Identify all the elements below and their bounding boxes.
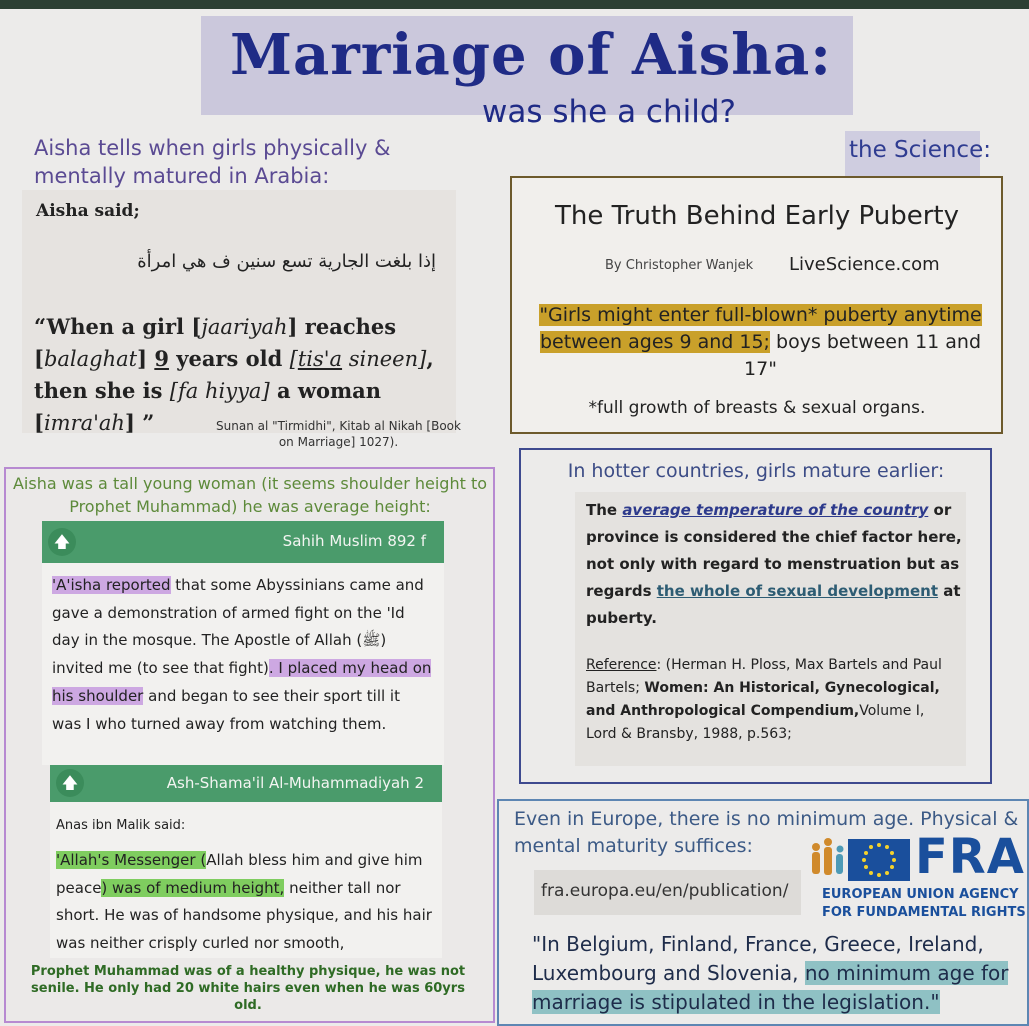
hot-countries-heading: In hotter countries, girls mature earlier: bbox=[567, 460, 945, 482]
puberty-quote: "Girls might enter full-blown* puberty anytime between ages 9 and 15; boys between 11 and 17" bbox=[539, 304, 982, 380]
fra-url: fra.europa.eu/en/publication/ bbox=[541, 881, 789, 901]
tirmidhi-quote: “When a girl [jaariyah] reaches [balaghat] 9 years old [tis'a sineen], then she is [fa hiyya] a woman [imra'ah] ” bbox=[34, 314, 434, 435]
top-border bbox=[0, 0, 1029, 9]
puberty-site: LiveScience.com bbox=[789, 254, 940, 275]
maturity-heading: Aisha tells when girls physically & mentally matured in Arabia: bbox=[34, 136, 391, 188]
ploss-quote: The average temperature of the country or province is considered the chief factor here, not only with regard to menstruation but as regards the whole of sexual development at puberty. bbox=[586, 501, 962, 627]
sahih-muslim-header bbox=[42, 521, 444, 563]
sahih-muslim-label: Sahih Muslim 892 f bbox=[282, 532, 426, 550]
people-figures-icon bbox=[812, 838, 844, 875]
arabic-quote: إذا بلغت الجارية تسع سنين ف هي امرأة bbox=[137, 251, 436, 272]
average-temperature-link: average temperature of the country bbox=[622, 501, 929, 519]
puberty-byline: By Christopher Wanjek bbox=[605, 258, 754, 273]
shamail-text: 'Allah's Messenger (Allah bless him and give him peace) was of medium height, neither tall nor short. He was of handsome physique, and his hair was neither crisply curled nor smooth, bbox=[56, 851, 432, 953]
science-tag: the Science: bbox=[845, 131, 980, 176]
fra-agency-name: EUROPEAN UNION AGENCY FOR FUNDAMENTAL RIGHTS bbox=[822, 887, 1026, 920]
tall-heading: Aisha was a tall young woman (it seems shoulder height to Prophet Muhammad) he was average height: bbox=[12, 474, 488, 516]
puberty-article-title: The Truth Behind Early Puberty bbox=[555, 201, 959, 231]
healthy-physique-note: Prophet Muhammad was of a healthy physique, he was not senile. He only had 20 white hairs even when he was 60yrs old. bbox=[30, 964, 466, 1013]
puberty-footnote: *full growth of breasts & sexual organs. bbox=[588, 398, 926, 418]
fra-quote: "In Belgium, Finland, France, Greece, Ireland, Luxembourg and Slovenia, no minimum age for marriage is stipulated in the legislation." bbox=[532, 932, 1009, 1014]
up-arrow-icon[interactable]: 🡅 bbox=[48, 528, 76, 556]
shamail-header bbox=[50, 765, 442, 802]
page-subtitle: was she a child? bbox=[482, 94, 736, 130]
sexual-development-link: the whole of sexual development bbox=[656, 582, 939, 600]
tirmidhi-source: Sunan al "Tirmidhi", Kitab al Nikah [Book on Marriage] 1027). bbox=[216, 419, 461, 449]
europe-heading: Even in Europe, there is no minimum age. Physical & mental maturity suffices: bbox=[514, 808, 1019, 857]
shamail-label: Ash-Shama'il Al-Muhammadiyah 2 bbox=[166, 774, 424, 792]
up-arrow-icon[interactable]: 🡅 bbox=[56, 769, 84, 797]
ploss-reference: Reference: (Herman H. Ploss, Max Bartels and Paul Bartels; Women: An Historical, Gynecological, and Anthropological Compendium,Volume I, Lord & Bransby, 1988, p.563; bbox=[586, 657, 942, 742]
sahih-muslim-text: 'A'isha reported that some Abyssinians came and gave a demonstration of armed fight on the 'Id day in the mosque. The Apostle of Allah (ﷺ) invited me (to see that fight). I placed my head on his shoulder and began to see their sport till it was I who turned away from watching them. bbox=[52, 576, 432, 733]
anas-label: Anas ibn Malik said: bbox=[56, 818, 186, 833]
page-title: Marriage of Aisha: bbox=[230, 22, 832, 88]
aisha-said-label: Aisha said; bbox=[36, 201, 140, 221]
fra-logo-text: FRA bbox=[915, 829, 1025, 885]
